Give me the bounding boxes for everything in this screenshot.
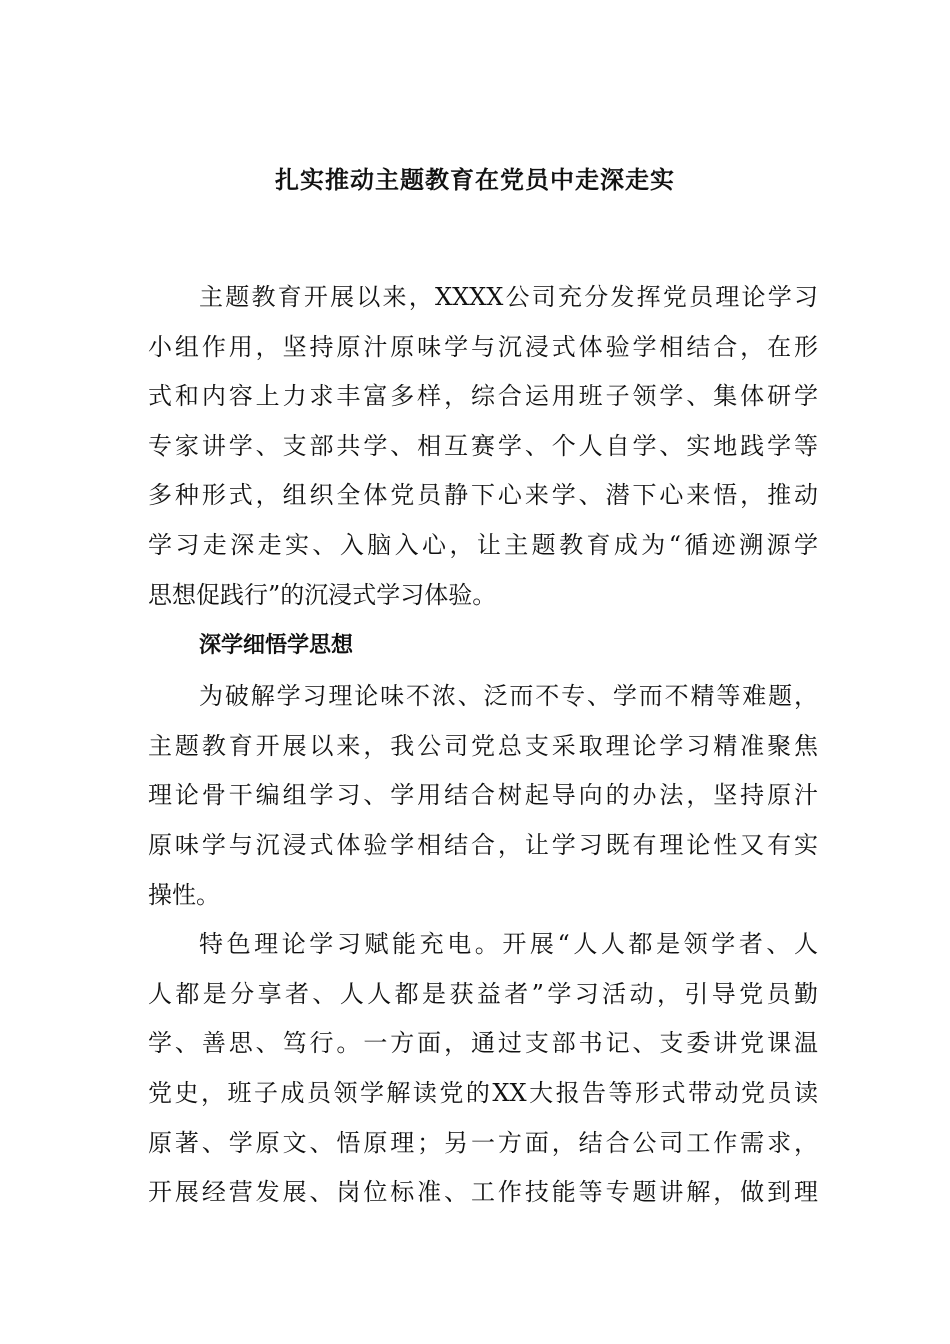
text-line: 学、善思、笃行。一方面，通过支部书记、支委讲党课温	[148, 1029, 818, 1058]
text-line: 原味学与沉浸式体验学相结合，让学习既有理论性又有实	[148, 830, 818, 859]
text-line: 多种形式，组织全体党员静下心来学、潜下心来悟，推动	[148, 481, 818, 510]
text-line: 小组作用，坚持原汁原味学与沉浸式体验学相结合，在形	[148, 332, 818, 361]
section-heading: 深学细悟学思想	[199, 633, 354, 659]
text-line: 为破解学习理论味不浓、泛而不专、学而不精等难题，	[199, 682, 818, 711]
text-line: 操性。	[148, 880, 220, 909]
paragraph-section-1	[148, 672, 818, 920]
text-line: 主题教育开展以来，我公司党总支采取理论学习精准聚焦	[148, 731, 818, 760]
document-title: 扎实推动主题教育在党员中走深走实	[275, 166, 675, 194]
text-line: 特色理论学习赋能充电。开展“人人都是领学者、人	[199, 930, 818, 959]
text-line: 开展经营发展、岗位标准、工作技能等专题讲解，做到理	[148, 1178, 818, 1207]
paragraph-section-2	[148, 920, 818, 1218]
text-line: 人都是分享者、人人都是获益者”学习活动，引导党员勤	[148, 979, 818, 1008]
text-line: 主题教育开展以来，XXXX公司充分发挥党员理论学习	[199, 283, 818, 311]
text-line: 式和内容上力求丰富多样，综合运用班子领学、集体研学	[148, 382, 818, 411]
text-line: 思想促践行”的沉浸式学习体验。	[148, 580, 497, 609]
text-line: 党史，班子成员领学解读党的XX大报告等形式带动党员读	[148, 1078, 818, 1107]
document-body	[148, 273, 818, 1218]
paragraph-intro	[148, 273, 818, 620]
text-line: 原著、学原文、悟原理；另一方面，结合公司工作需求，	[148, 1128, 818, 1157]
text-line: 学习走深走实、入脑入心，让主题教育成为“循迹溯源学	[148, 530, 818, 559]
text-line: 专家讲学、支部共学、相互赛学、个人自学、实地践学等	[148, 431, 818, 460]
text-line: 理论骨干编组学习、学用结合树起导向的办法，坚持原汁	[148, 781, 818, 810]
